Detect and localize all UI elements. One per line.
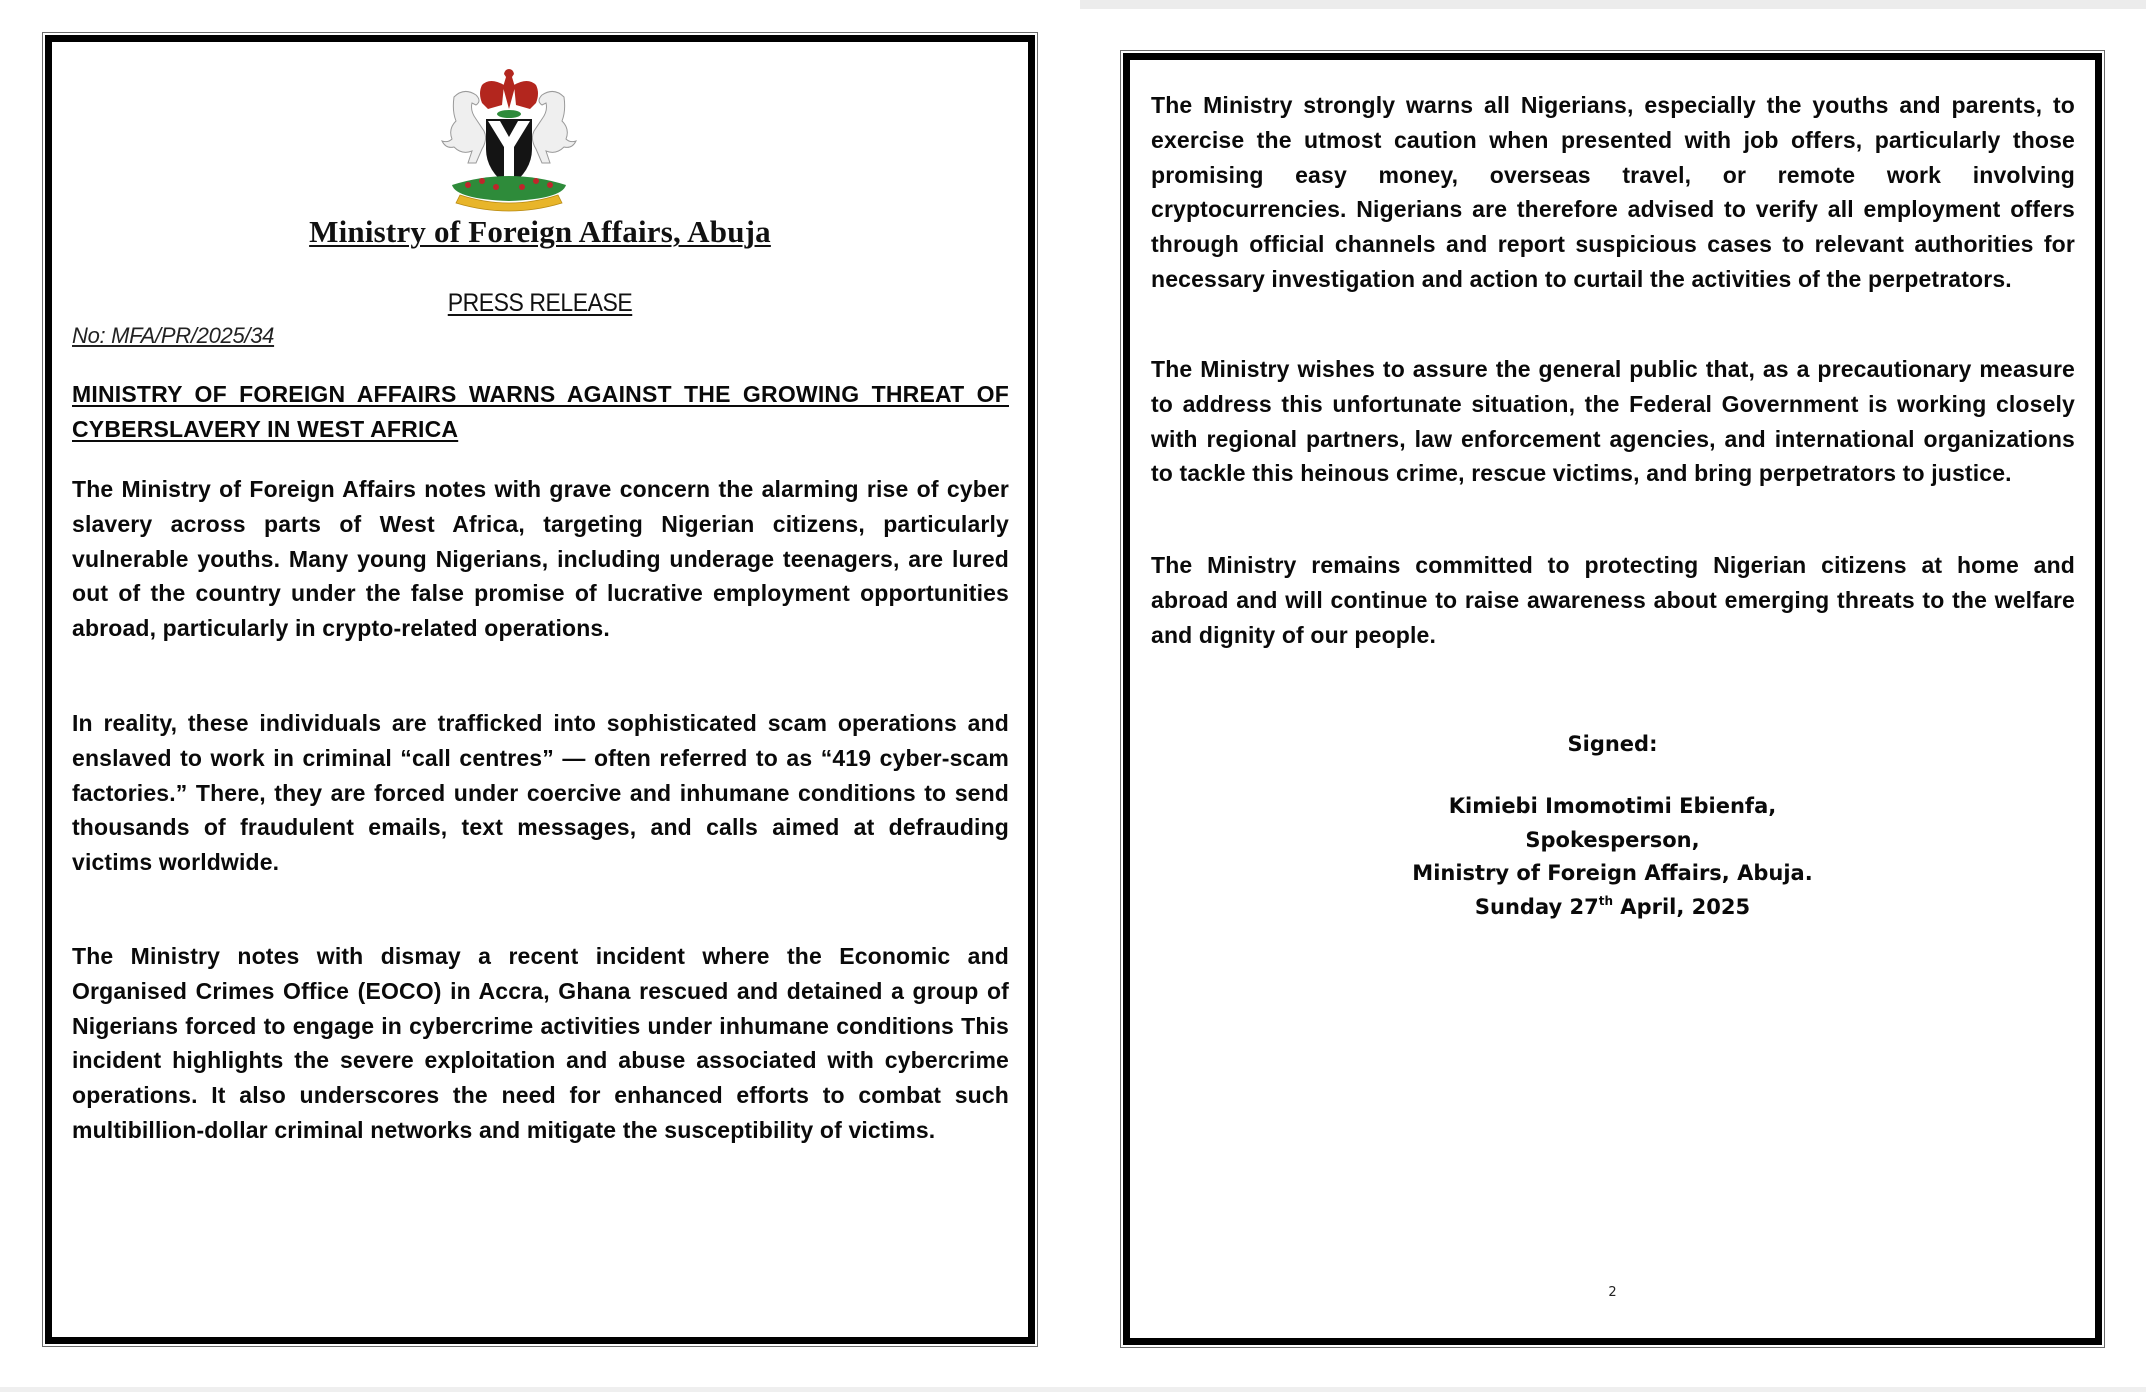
viewer-top-band (1080, 0, 2146, 9)
page-border (1123, 53, 2102, 1345)
signatory-organization: Ministry of Foreign Affairs, Abuja. (1412, 861, 1813, 885)
right-horse-icon (532, 91, 576, 163)
paragraph: The Ministry wishes to assure the general public that, as a precautionary measure to address this unfortunate situation, the Federal Government is working closely with regional partners, law enforcement agencies, and international organizations to tackle this heinous crime, rescue victims, and bring perpetrators to justice. (1151, 356, 2075, 487)
page-border (45, 35, 1035, 1344)
eagle-icon (480, 69, 538, 109)
press-release-label: PRESS RELEASE (447, 289, 633, 317)
signatory-name: Kimiebi Imomotimi Ebienfa, (1448, 794, 1777, 818)
signed-label: Signed: (1567, 732, 1658, 756)
press-release-headline: MINISTRY OF FOREIGN AFFAIRS WARNS AGAINST THE GROWING THREAT OF CYBERSLAVERY IN WEST AFRICA (72, 381, 1009, 442)
wreath-icon (497, 110, 521, 118)
paragraph: The Ministry remains committed to protecting Nigerian citizens at home and abroad and will continue to raise awareness about emerging threats to the welfare and dignity of our people. (1151, 552, 2075, 648)
page-number: 2 (1608, 1285, 1617, 1300)
left-horse-icon (442, 91, 486, 163)
grass-base-icon (452, 176, 566, 201)
letterhead-title: Ministry of Foreign Affairs, Abuja (309, 214, 771, 249)
paragraph: The Ministry strongly warns all Nigerians, especially the youths and parents, to exercise the utmost caution when presented with job offers, particularly those promising easy money, overseas travel, or remote work involving cryptocurrencies. Nigerians are therefore advised to verify all employment offers through official channels and report suspicious cases to relevant authorities for necessary investigation and action to curtail the activities of the perpetrators. (1151, 92, 2075, 292)
reference-number: No: MFA/PR/2025/34 (72, 323, 275, 348)
coat-of-arms-icon (424, 67, 594, 212)
document-page-2 (1120, 50, 2105, 1348)
signature-block (1130, 790, 2095, 924)
date-ordinal: th (1598, 893, 1613, 908)
viewer-bottom-band (0, 1387, 2146, 1392)
document-page-1 (42, 32, 1038, 1347)
paragraph: The Ministry of Foreign Affairs notes with grave concern the alarming rise of cyber slavery across parts of West Africa, targeting Nigerian citizens, particularly vulnerable youths. Many young Nigerians, including underage teenagers, are lured out of the country under the false promise of lucrative employment opportunities abroad, particularly in crypto-related operations. (72, 476, 1009, 642)
signatory-role: Spokesperson, (1525, 827, 1700, 852)
date-day: Sunday 27 (1474, 894, 1599, 919)
paragraph: The Ministry notes with dismay a recent incident where the Economic and Organised Crimes Office (EOCO) in Accra, Ghana rescued and detained a group of Nigerians forced to engage in cybercrime activities under inhumane conditions This incident highlights the severe exploitation and abuse associated with cybercrime operations. It also underscores the need for enhanced efforts to combat such multibillion-dollar criminal networks and mitigate the susceptibility of victims. (72, 943, 1009, 1143)
release-date (1130, 891, 2095, 925)
paragraph: In reality, these individuals are trafficked into sophisticated scam operations and enslaved to work in criminal “call centres” — often referred to as “419 cyber-scam factories.” There, they are forced under coercive and inhumane conditions to send thousands of fraudulent emails, text messages, and calls aimed at defrauding victims worldwide. (72, 710, 1009, 876)
date-rest: April, 2025 (1613, 894, 1751, 919)
